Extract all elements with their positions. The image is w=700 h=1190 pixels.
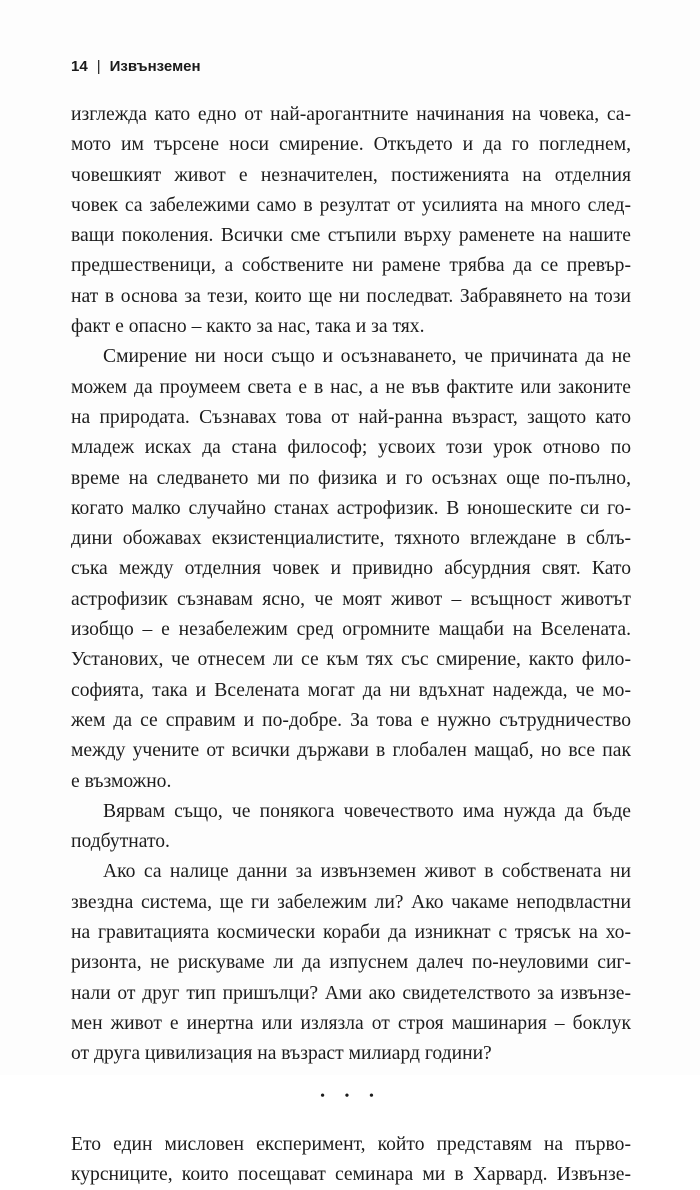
page-number: 14 xyxy=(71,58,88,75)
text-line: на природата. Съзнавах това от най-ранна възраст, защото като xyxy=(71,406,631,428)
text-line: звездна система, ще ги забележим ли? Ако чакаме неподвластни xyxy=(71,891,631,913)
text-line: жем да се справим и по-добре. За това е нужно сътрудничество xyxy=(71,709,631,731)
text-line: е възможно. xyxy=(71,770,172,792)
text-line: на гравитацията космически кораби да изникнат с трясък на хо- xyxy=(71,922,631,944)
text-line: Ако са налице данни за извънземен живот в собствената ни xyxy=(103,861,631,883)
paragraph xyxy=(71,797,631,858)
text-line: от друга цивилизация на възраст милиард години? xyxy=(71,1043,492,1065)
text-line: Ето един мисловен експеримент, който представям на първо- xyxy=(71,1133,631,1155)
text-line: изглежда като едно от най-арогантните начинания на човека, са- xyxy=(71,104,631,125)
header-separator: | xyxy=(96,58,101,75)
running-head xyxy=(71,58,201,75)
text-line: когато малко случайно станах астрофизик. В юношеските си го- xyxy=(71,497,631,519)
paragraph xyxy=(71,342,631,796)
text-line: дини обожавах екзистенциалистите, тяхното вглеждане в сблъ- xyxy=(71,528,631,550)
paragraph xyxy=(71,1130,631,1190)
text-line: астрофизик съзнавам ясно, че моят живот – всъщност животът xyxy=(71,588,631,610)
text-line: време на следването ми по физика и го осъзнах още по-пълно, xyxy=(71,467,631,489)
text-line: Смирение ни носи също и осъзнаването, че причината да не xyxy=(103,346,631,368)
paragraph xyxy=(71,100,631,342)
text-line: нат в основа за тези, които ще ни последват. Забравянето на този xyxy=(71,285,631,307)
text-line: човек са забележими само в резултат от усилията на много след- xyxy=(71,194,631,216)
text-line: можем да проумеем света е в нас, а не във фактите или законите xyxy=(71,376,631,398)
text-line: Вярвам също, че понякога човечеството има нужда да бъде xyxy=(103,800,631,822)
text-line: нали от друг тип пришълци? Ами ако свидетелството за извънзе- xyxy=(71,982,631,1004)
text-line: съка между отделния човек и привидно абсурдния свят. Като xyxy=(71,558,631,580)
section-break-ornament: • • • xyxy=(320,1088,382,1104)
text-line: между учените от всички държави в глобален мащаб, но все пак xyxy=(71,740,631,762)
text-line: Установих, че отнесем ли се към тях със смирение, както фило- xyxy=(71,649,631,671)
text-line: ващи поколения. Всички сме стъпили върху раменете на нашите xyxy=(71,225,631,247)
text-line: младеж исках да стана философ; усвоих този урок отново по xyxy=(71,437,631,459)
text-line: подбутнато. xyxy=(71,831,170,853)
text-line: изобщо – е незабележим сред огромните мащаби на Вселената. xyxy=(71,619,631,641)
text-line: ризонта, не рискуваме ли да изпуснем далеч по-неуловими сиг- xyxy=(71,952,631,974)
text-line: мен живот е инертна или излязла от строя машинария – боклук xyxy=(71,1012,631,1034)
book-title: Извънземен xyxy=(109,58,201,75)
text-line: курсниците, които посещават семинара ми в Харвард. Извънзе- xyxy=(71,1164,631,1186)
text-line: софията, така и Вселената могат да ни вдъхнат надежда, че мо- xyxy=(71,679,631,701)
text-line: мото им търсене носи смирение. Откъдето и да го погледнем, xyxy=(71,134,631,156)
paragraph xyxy=(71,857,631,1069)
text-line: факт е опасно – както за нас, така и за тях. xyxy=(71,316,425,338)
text-line: човешкият живот е незначителен, постиженията на отделния xyxy=(71,164,631,186)
body-text xyxy=(71,100,631,1190)
text-line: предшественици, а собствените ни рамене трябва да се превър- xyxy=(71,255,631,277)
